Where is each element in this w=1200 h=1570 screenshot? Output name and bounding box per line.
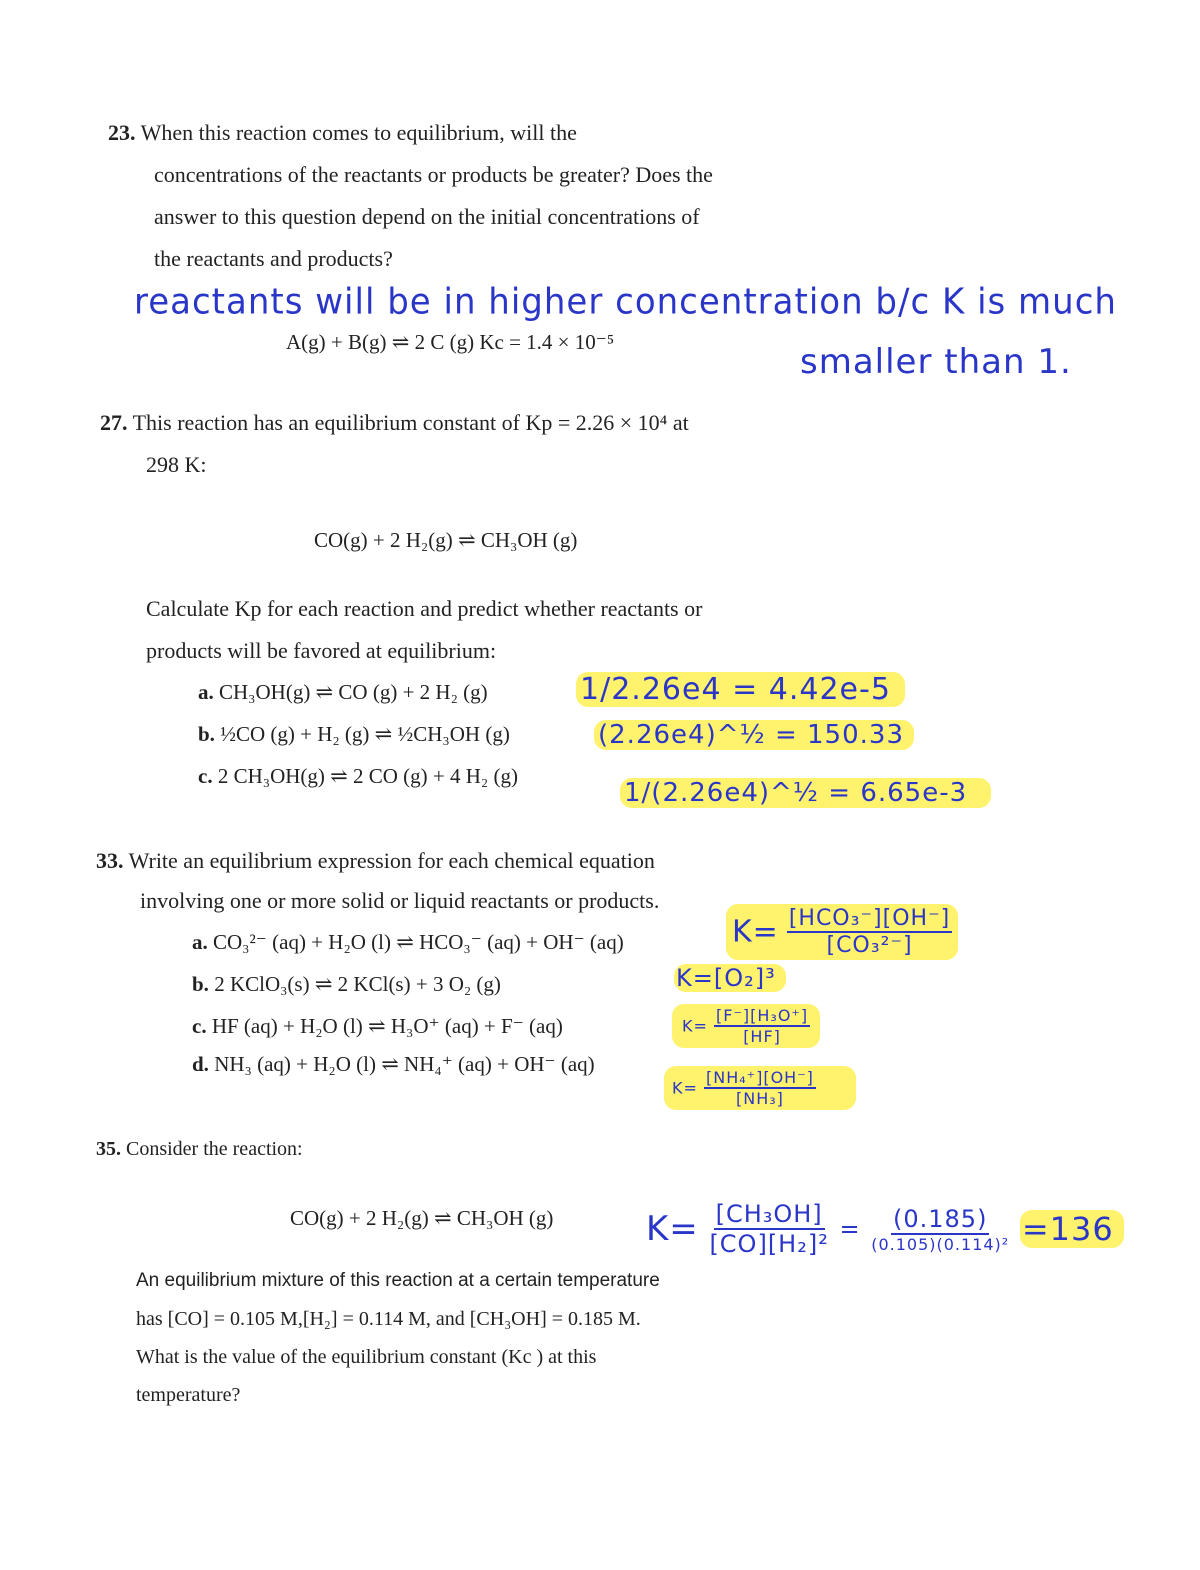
- q27-answer-b: (2.26e4)^½ = 150.33: [594, 720, 914, 750]
- q33-answer-d: K= $\frac{\text{[NH₄⁺][OH⁻]}}{\text{[NH₃]}}$: [664, 1066, 856, 1110]
- q23-line-1: 23. When this reaction comes to equilibrium, will the: [108, 120, 577, 145]
- q33-number: 33.: [96, 848, 124, 873]
- q27-part-b: b. ½CO (g) + H₂ (g) ⇌ ½CH₃OH (g): [198, 722, 510, 746]
- q23-line-2: concentrations of the reactants or products be greater? Does the: [154, 162, 713, 187]
- q27-equation: CO(g) + 2 H₂(g) ⇌ CH₃OH (g): [314, 528, 578, 552]
- q35-line-3: What is the value of the equilibrium constant (Kc ) at this: [136, 1346, 597, 1368]
- q23-line-4: the reactants and products?: [154, 246, 393, 271]
- q33-part-a: a. CO₃²⁻ (aq) + H₂O (l) ⇌ HCO₃⁻ (aq) + OH⁻ (aq): [192, 930, 624, 954]
- q33-part-b: b. 2 KClO₃(s) ⇌ 2 KCl(s) + 3 O₂ (g): [192, 972, 501, 996]
- q33-part-d: d. NH₃ (aq) + H₂O (l) ⇌ NH₄⁺ (aq) + OH⁻ (aq): [192, 1052, 595, 1076]
- q33-line-1: 33. Write an equilibrium expression for each chemical equation: [96, 848, 655, 873]
- q35-handwritten-work: K= $\frac{\text{[CH₃OH]}}{\text{[CO][H₂]²}}$ = $\frac{(0.185)}{\text{(0.105)(0.114)²}}$ =136: [646, 1200, 1124, 1258]
- q27-part-a: a. CH₃OH(g) ⇌ CO (g) + 2 H₂ (g): [198, 680, 488, 704]
- q23-line-3: answer to this question depend on the initial concentrations of: [154, 204, 700, 229]
- q27-line-2: 298 K:: [146, 452, 207, 477]
- q27-answer-c: 1/(2.26e4)^½ = 6.65e-3: [620, 778, 991, 808]
- q33-answer-b: K=[O₂]³: [674, 964, 786, 992]
- q27-prompt-2: products will be favored at equilibrium:: [146, 638, 497, 663]
- q33-part-c: c. HF (aq) + H₂O (l) ⇌ H₃O⁺ (aq) + F⁻ (aq): [192, 1014, 563, 1038]
- q35-line-1: An equilibrium mixture of this reaction at a certain temperature: [136, 1270, 660, 1291]
- q27-line-1: 27. This reaction has an equilibrium constant of Kp = 2.26 × 10⁴ at: [100, 410, 689, 435]
- q35-number: 35.: [96, 1138, 121, 1160]
- q35-equation: CO(g) + 2 H₂(g) ⇌ CH₃OH (g): [290, 1206, 554, 1230]
- q27-answer-a: 1/2.26e4 = 4.42e-5: [576, 672, 905, 707]
- q27-part-c: c. 2 CH₃OH(g) ⇌ 2 CO (g) + 4 H₂ (g): [198, 764, 518, 788]
- q23-handwritten-answer-2: smaller than 1.: [800, 342, 1072, 382]
- q33-line-2: involving one or more solid or liquid reactants or products.: [140, 888, 660, 913]
- q27-number: 27.: [100, 410, 128, 435]
- q27-prompt-1: Calculate Kp for each reaction and predict whether reactants or: [146, 596, 703, 621]
- q33-answer-c: K= $\frac{\text{[F⁻][H₃O⁺]}}{[HF]}$: [672, 1004, 820, 1048]
- q33-answer-a: K= $\frac{\text{[HCO₃⁻][OH⁻]}}{\text{[CO₃²⁻]}}$: [726, 904, 958, 960]
- q23-equation: A(g) + B(g) ⇌ 2 C (g) Kc = 1.4 × 10⁻⁵: [286, 330, 615, 354]
- q23-handwritten-answer-1: reactants will be in higher concentration b/c K is much: [134, 281, 1117, 323]
- q35-line-2: has [CO] = 0.105 M,[H₂] = 0.114 M, and [CH₃OH] = 0.185 M.: [136, 1308, 641, 1330]
- q35-line-4: temperature?: [136, 1384, 241, 1406]
- q23-number: 23.: [108, 120, 136, 145]
- q35-intro-line: 35. Consider the reaction:: [96, 1138, 303, 1160]
